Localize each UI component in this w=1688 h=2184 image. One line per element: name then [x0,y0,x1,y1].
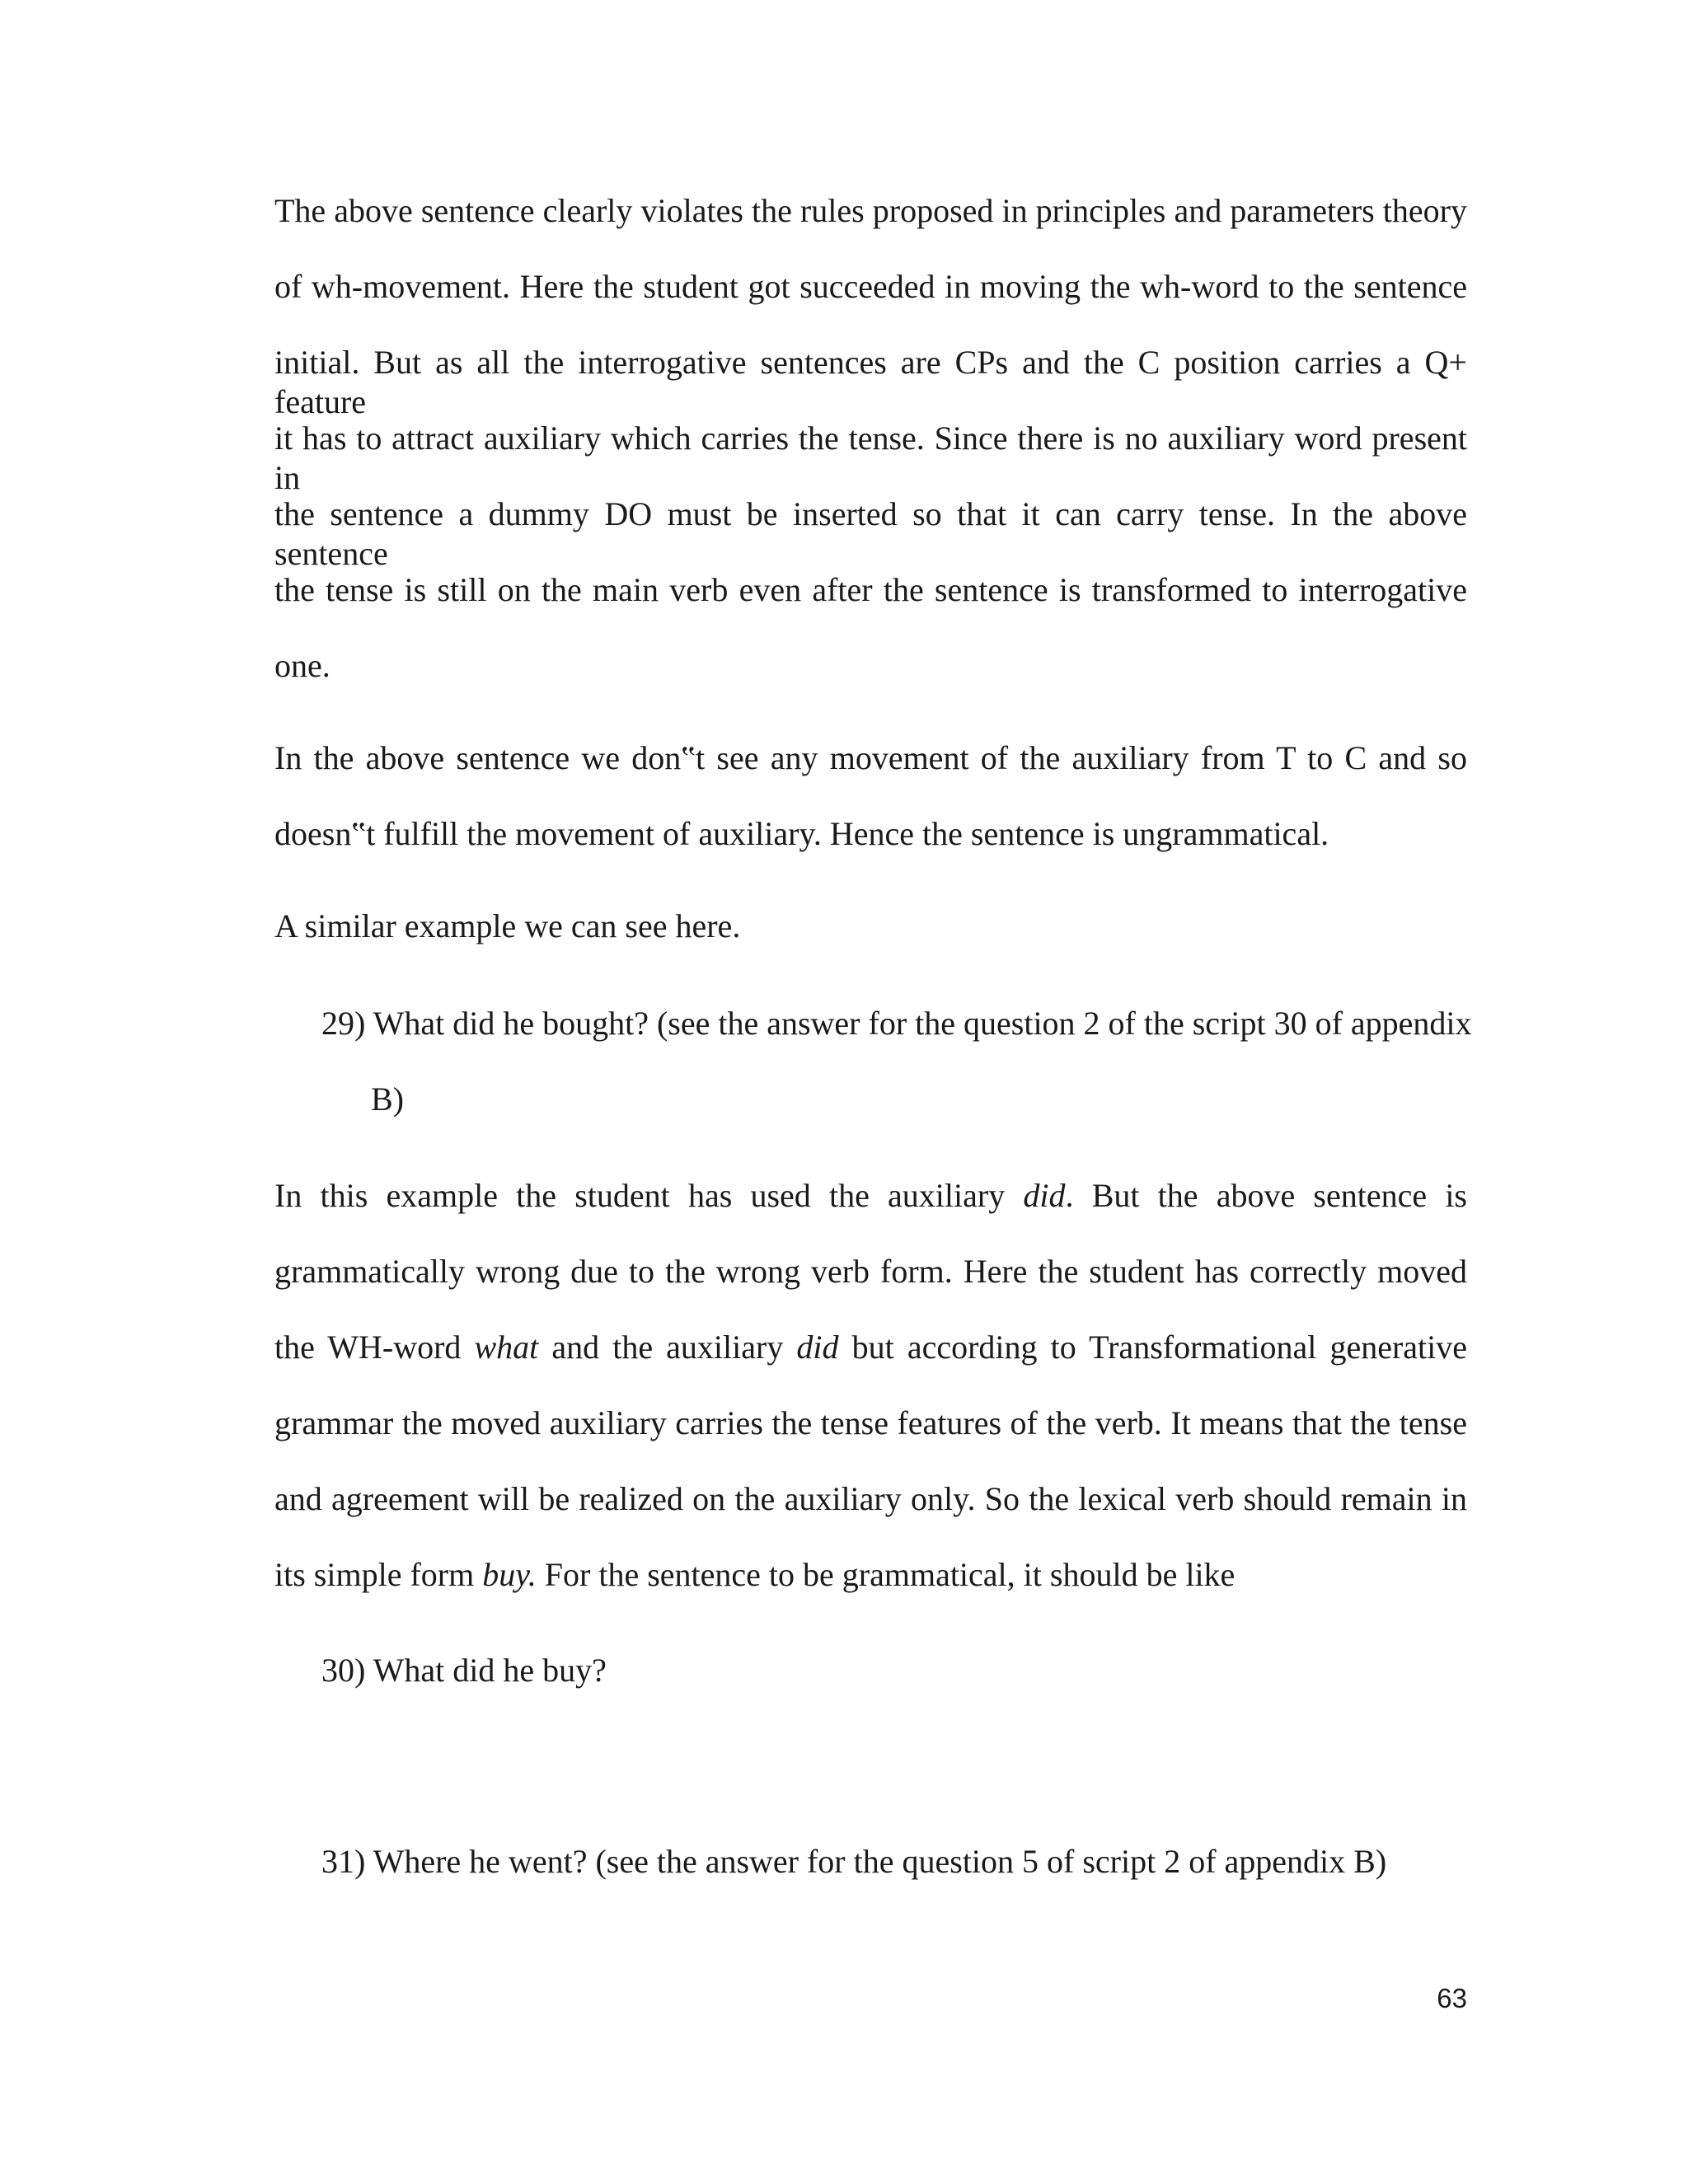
paragraph-4-line-6: its simple form buy. For the sentence to be grammatical, it should be like [274,1556,1236,1593]
paragraph-4-line-5: and agreement will be realized on the auxiliary only. So the lexical verb should remain in [274,1480,1467,1517]
example-29-line-1: 29) What did he bought? (see the answer for the question 2 of the script 30 of appendix [321,1005,1472,1042]
paragraph-4-line-1: In this example the student has used the auxiliary did. But the above sentence is [274,1177,1467,1214]
paragraph-4-line-3: the WH-word what and the auxiliary did but according to Transformational generative [274,1329,1468,1366]
page-number: 63 [1437,1983,1467,2013]
italic-buy: buy. [482,1556,537,1593]
italic-what: what [474,1329,539,1366]
paragraph-3: A similar example we can see here. [274,907,741,944]
paragraph-1-line-1: The above sentence clearly violates the rules proposed in principles and parameters theory [274,192,1467,229]
italic-did: did [796,1329,839,1366]
paragraph-1-line-3: initial. But as all the interrogative sentences are CPs and the C position carries a Q+ feature [274,344,1467,420]
example-31: 31) Where he went? (see the answer for the question 5 of script 2 of appendix B) [321,1843,1387,1880]
paragraph-1-line-7: one. [274,647,331,684]
paragraph-2-line-2: doesn‟t fulfill the movement of auxiliary. Hence the sentence is ungrammatical. [274,815,1329,852]
paragraph-1-line-2: of wh-movement. Here the student got succeeded in moving the wh-word to the sentence [274,268,1467,305]
italic-did: did [1023,1177,1066,1214]
paragraph-1-line-6: the tense is still on the main verb even after the sentence is transformed to interrogative [274,571,1467,608]
paragraph-4-line-2: grammatically wrong due to the wrong verb form. Here the student has correctly moved [274,1253,1467,1290]
paragraph-1-line-5: the sentence a dummy DO must be inserted so that it can carry tense. In the above sentence [274,495,1467,572]
paragraph-1-line-4: it has to attract auxiliary which carries the tense. Since there is no auxiliary word present in [274,419,1467,496]
example-30: 30) What did he buy? [321,1652,607,1689]
example-29-line-2: B) [371,1080,404,1118]
paragraph-2-line-1: In the above sentence we don‟t see any movement of the auxiliary from T to C and so [274,739,1467,776]
paragraph-4-line-4: grammar the moved auxiliary carries the tense features of the verb. It means that the tense [274,1404,1467,1441]
